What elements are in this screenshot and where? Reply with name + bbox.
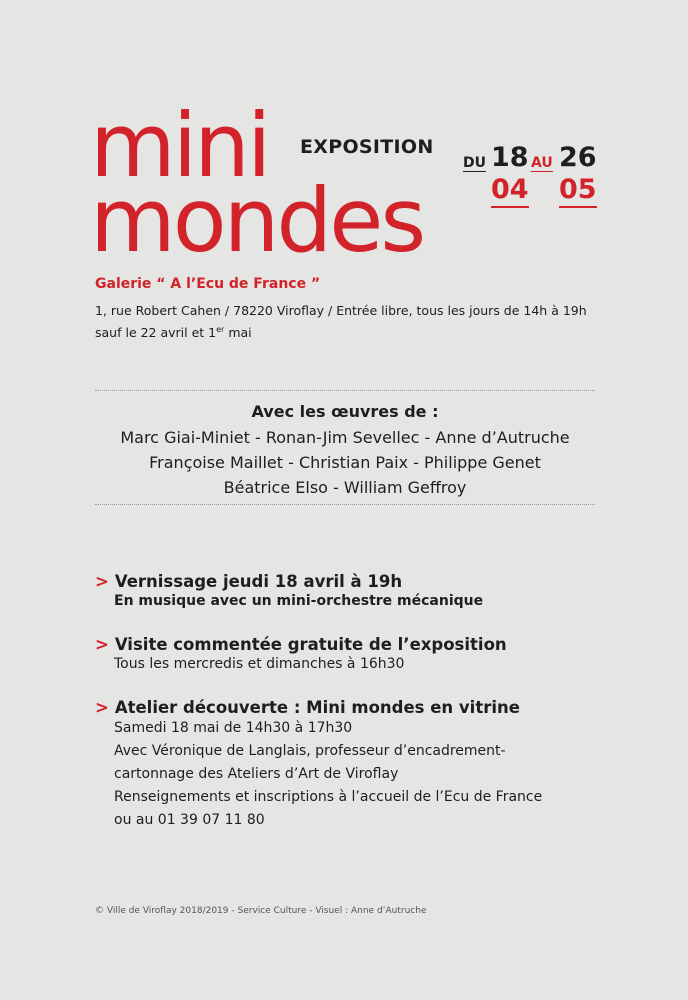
artist-line: Françoise Maillet - Christian Paix - Philippe Genet (149, 453, 541, 472)
arrow-marker: > (95, 698, 109, 717)
event-title-text: Visite commentée gratuite de l’exposition (114, 635, 507, 654)
event-title (95, 698, 615, 717)
event-atelier (95, 698, 615, 832)
event-title-text: Vernissage jeudi 18 avril à 19h (114, 572, 403, 591)
artists-heading: Avec les œuvres de : (251, 402, 439, 421)
title-mini: mini (90, 94, 269, 197)
event-title (95, 572, 615, 591)
date-start-day: 18 (491, 142, 529, 173)
event-subtitle: En musique avec un mini-orchestre mécanique (114, 593, 484, 609)
address-block (95, 301, 615, 342)
event-detail-line: Renseignements et inscriptions à l’accueil de l’Ecu de France (114, 789, 543, 805)
event-detail-line: cartonnage des Ateliers d’Art de Viroflay (114, 766, 399, 782)
date-au: AU (531, 155, 553, 171)
divider-top (95, 390, 595, 391)
event-vernissage (95, 572, 615, 612)
address-line-2-prefix: sauf le 22 avril et 1 (95, 325, 217, 341)
date-du: DU (463, 155, 486, 171)
artist-line: Béatrice Elso - William Geffroy (223, 478, 467, 497)
event-visite (95, 635, 615, 675)
gallery-name: Galerie “ A l’Ecu de France ” (95, 276, 321, 292)
address-line-2-suffix: mai (224, 325, 252, 341)
divider-bottom (95, 504, 595, 505)
date-start-month: 04 (491, 176, 529, 208)
date-end-day: 26 (559, 142, 597, 173)
arrow-marker: > (95, 572, 109, 591)
event-detail-line: ou au 01 39 07 11 80 (114, 812, 265, 828)
title-mondes: mondes (90, 169, 424, 272)
address-line-2 (95, 320, 615, 342)
event-detail-line: Avec Véronique de Langlais, professeur d’encadrement- (114, 743, 506, 759)
artist-line: Marc Giai-Miniet - Ronan-Jim Sevellec - Anne d’Autruche (120, 428, 570, 447)
event-title (95, 635, 615, 654)
arrow-marker: > (95, 635, 109, 654)
event-title-text: Atelier découverte : Mini mondes en vitrine (114, 698, 520, 717)
address-line-2-sup: er (216, 325, 225, 334)
event-subtitle: Samedi 18 mai de 14h30 à 17h30 (114, 720, 353, 736)
artists-block (95, 402, 595, 500)
address-line-1: 1, rue Robert Cahen / 78220 Viroflay / Entrée libre, tous les jours de 14h à 19h (95, 303, 587, 318)
footer-credits: © Ville de Viroflay 2018/2019 - Service Culture - Visuel : Anne d’Autruche (95, 906, 427, 916)
event-subtitle: Tous les mercredis et dimanches à 16h30 (114, 656, 405, 672)
date-end-month: 05 (559, 176, 597, 208)
exposition-label: EXPOSITION (300, 136, 434, 158)
